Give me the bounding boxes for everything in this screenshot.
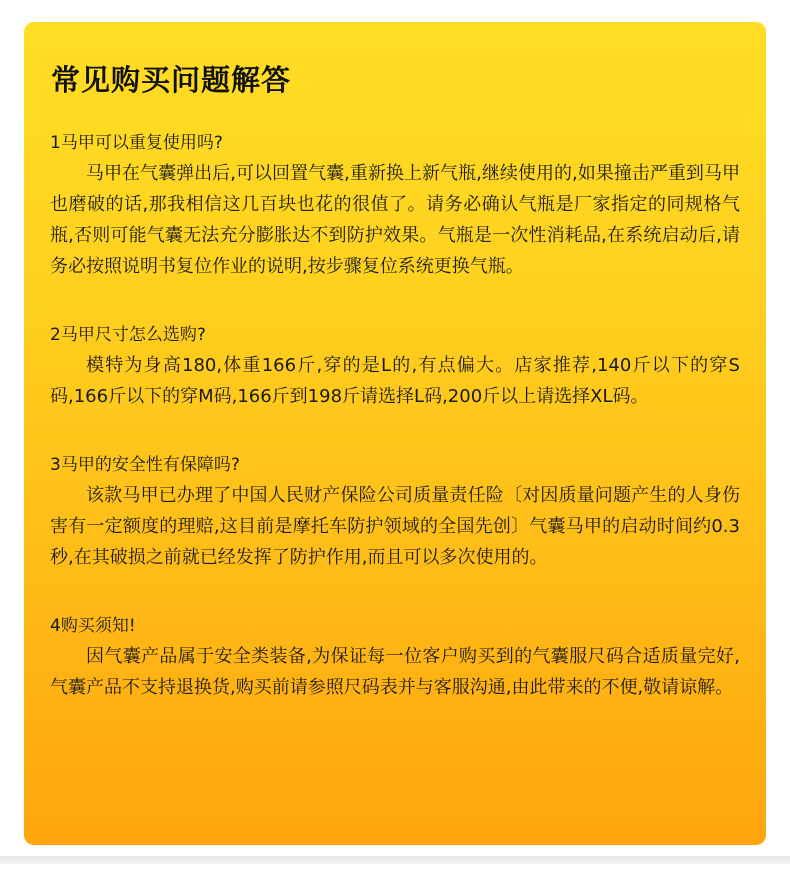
faq-answer-4: 因气囊产品属于安全类装备,为保证每一位客户购买到的气囊服尺码合适质量完好,气囊产品不支持退换货,购买前请参照尺码表并与客服沟通,由此带来的不便,敬请谅解。 — [50, 646, 740, 698]
bottom-divider — [0, 856, 790, 864]
faq-item-3 — [50, 450, 740, 573]
faq-card — [24, 22, 766, 845]
faq-item-1 — [50, 128, 740, 282]
faq-item-2 — [50, 320, 740, 412]
faq-question-4: 4购买须知! — [50, 616, 136, 636]
faq-answer-1: 马甲在气囊弹出后,可以回置气囊,重新换上新气瓶,继续使用的,如果撞击严重到马甲也磨破的话,那我相信这几百块也花的很值了。请务必确认气瓶是厂家指定的同规格气瓶,否则可能气囊无法充分膨胀达不到防护效果。气瓶是一次性消耗品,在系统启动后,请务必按照说明书复位作业的说明,按步骤复位系统更换气瓶。 — [50, 163, 740, 277]
faq-answer-3: 该款马甲已办理了中国人民财产保险公司质量责任险〔对因质量问题产生的人身伤害有一定额度的理赔,这目前是摩托车防护领域的全国先创〕气囊马甲的启动时间约0.3秒,在其破损之前就已经发挥了防护作用,而且可以多次使用的。 — [50, 485, 740, 568]
faq-item-4 — [50, 611, 740, 703]
faq-question-3: 3马甲的安全性有保障吗? — [50, 455, 240, 475]
faq-title: 常见购买问题解答 — [51, 63, 292, 97]
faq-question-1: 1马甲可以重复使用吗? — [50, 133, 223, 153]
faq-answer-2: 模特为身高180,体重166斤,穿的是L的,有点偏大。店家推荐,140斤以下的穿S码,166斤以下的穿M码,166斤到198斤请选择L码,200斤以上请选择XL码。 — [50, 355, 740, 407]
faq-question-2: 2马甲尺寸怎么选购? — [50, 325, 206, 345]
